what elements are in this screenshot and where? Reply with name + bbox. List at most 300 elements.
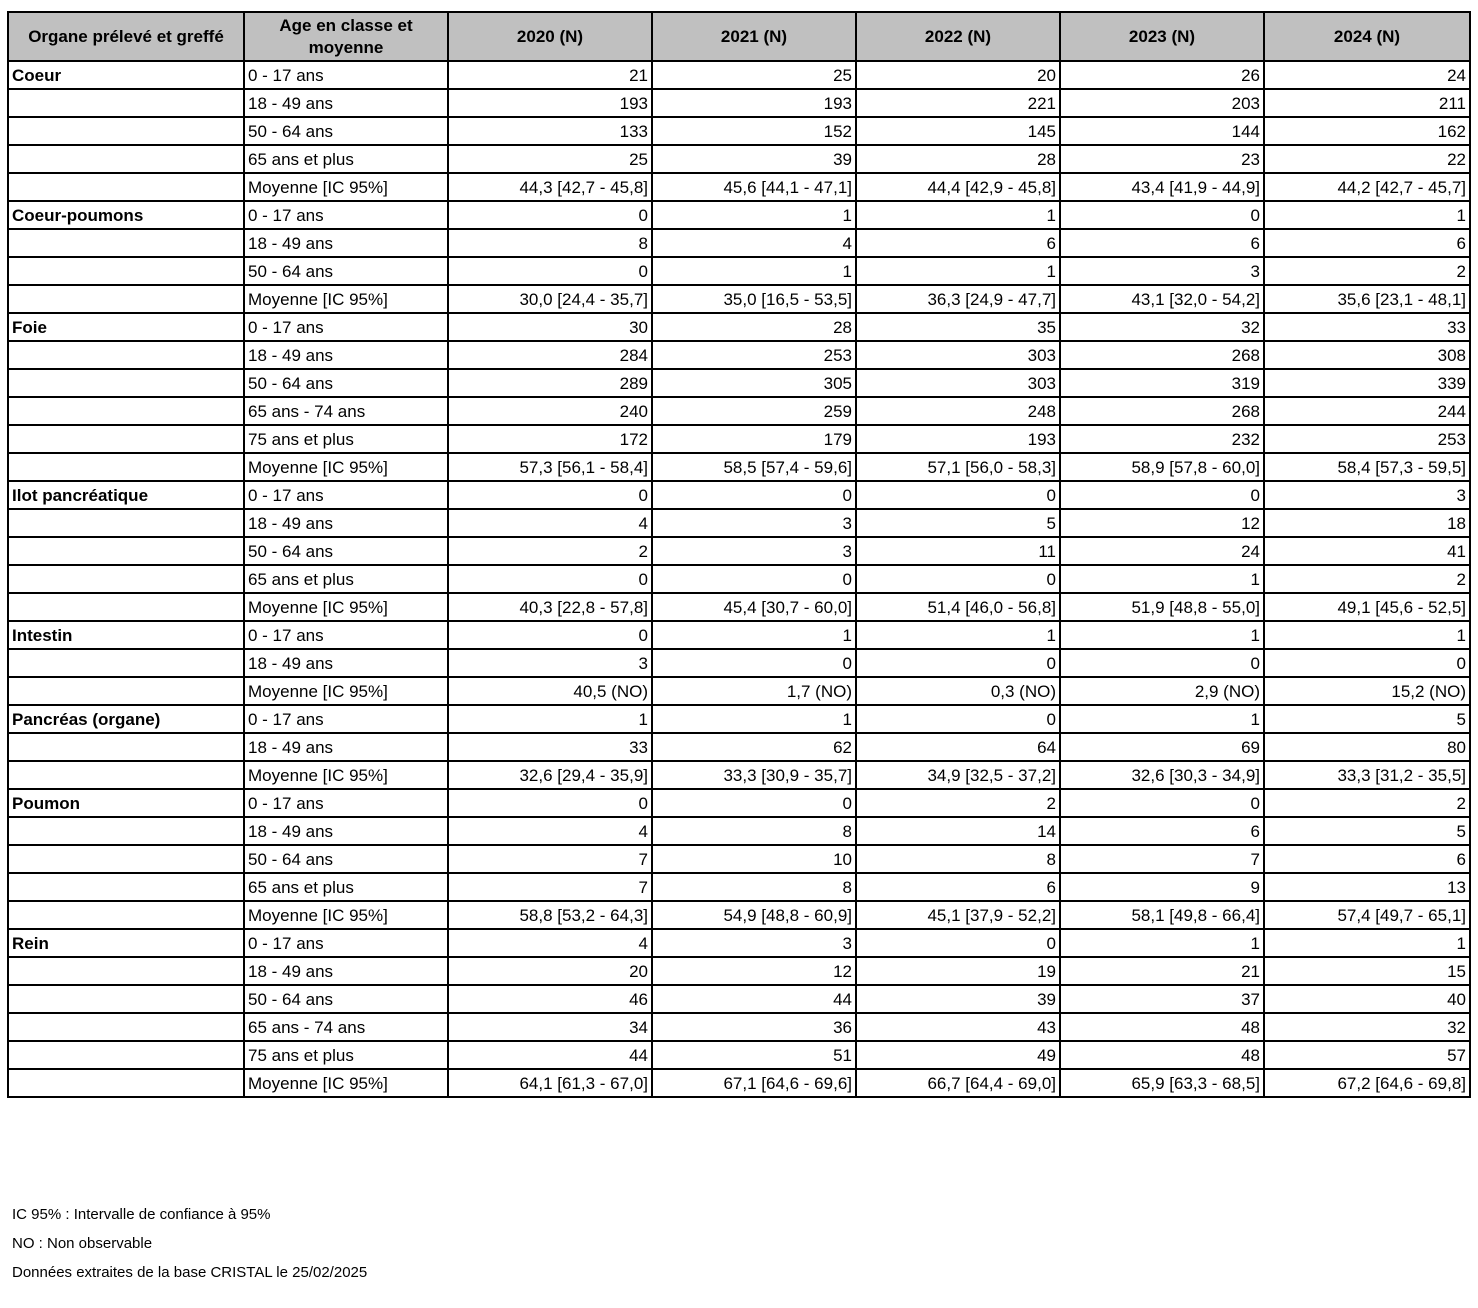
value-cell: 66,7 [64,4 - 69,0] [856,1069,1060,1097]
organ-cell [8,677,244,705]
value-cell: 3 [652,537,856,565]
value-cell: 6 [1060,229,1264,257]
value-cell: 26 [1060,61,1264,89]
value-cell: 6 [1264,845,1470,873]
value-cell: 172 [448,425,652,453]
value-cell: 133 [448,117,652,145]
value-cell: 1 [652,621,856,649]
value-cell: 34 [448,1013,652,1041]
organ-cell [8,89,244,117]
value-cell: 2 [1264,257,1470,285]
age-class-cell: 75 ans et plus [244,1041,448,1069]
value-cell: 32 [1060,313,1264,341]
age-class-cell: 50 - 64 ans [244,117,448,145]
value-cell: 0 [1060,481,1264,509]
header-organ: Organe prélevé et greffé [8,12,244,61]
table-row [8,621,1470,649]
value-cell: 1 [1060,705,1264,733]
value-cell: 0 [1060,201,1264,229]
value-cell: 67,2 [64,6 - 69,8] [1264,1069,1470,1097]
table-row [8,817,1470,845]
value-cell: 45,1 [37,9 - 52,2] [856,901,1060,929]
table-row [8,705,1470,733]
value-cell: 43,4 [41,9 - 44,9] [1060,173,1264,201]
value-cell: 0 [448,621,652,649]
value-cell: 30,0 [24,4 - 35,7] [448,285,652,313]
table-row [8,89,1470,117]
value-cell: 35,0 [16,5 - 53,5] [652,285,856,313]
age-class-cell: Moyenne [IC 95%] [244,453,448,481]
age-class-cell: 50 - 64 ans [244,537,448,565]
age-class-cell: 0 - 17 ans [244,313,448,341]
value-cell: 0 [856,705,1060,733]
value-cell: 0 [448,565,652,593]
age-class-cell: Moyenne [IC 95%] [244,901,448,929]
footnote-source: Données extraites de la base CRISTAL le 25/02/2025 [12,1264,368,1281]
value-cell: 33 [448,733,652,761]
value-cell: 32,6 [29,4 - 35,9] [448,761,652,789]
age-class-cell: 18 - 49 ans [244,957,448,985]
value-cell: 32,6 [30,3 - 34,9] [1060,761,1264,789]
age-class-cell: Moyenne [IC 95%] [244,285,448,313]
value-cell: 49,1 [45,6 - 52,5] [1264,593,1470,621]
value-cell: 2 [448,537,652,565]
age-class-cell: Moyenne [IC 95%] [244,761,448,789]
value-cell: 0 [448,201,652,229]
organ-cell [8,369,244,397]
value-cell: 2 [856,789,1060,817]
age-class-cell: 0 - 17 ans [244,201,448,229]
table-row [8,425,1470,453]
value-cell: 0 [1264,649,1470,677]
organ-cell: Rein [8,929,244,957]
value-cell: 44 [448,1041,652,1069]
age-class-cell: Moyenne [IC 95%] [244,173,448,201]
value-cell: 268 [1060,397,1264,425]
value-cell: 0 [448,481,652,509]
value-cell: 303 [856,341,1060,369]
value-cell: 80 [1264,733,1470,761]
value-cell: 8 [448,229,652,257]
table-row [8,145,1470,173]
value-cell: 6 [856,229,1060,257]
table-body [8,61,1470,1097]
table-row [8,509,1470,537]
value-cell: 51,4 [46,0 - 56,8] [856,593,1060,621]
value-cell: 2,9 (NO) [1060,677,1264,705]
table-row [8,229,1470,257]
value-cell: 13 [1264,873,1470,901]
organ-cell: Intestin [8,621,244,649]
organ-cell [8,257,244,285]
organ-cell [8,565,244,593]
table-row [8,201,1470,229]
table-row [8,873,1470,901]
value-cell: 44,2 [42,7 - 45,7] [1264,173,1470,201]
value-cell: 240 [448,397,652,425]
value-cell: 145 [856,117,1060,145]
value-cell: 6 [856,873,1060,901]
table-row [8,117,1470,145]
value-cell: 10 [652,845,856,873]
value-cell: 36 [652,1013,856,1041]
table-row [8,1013,1470,1041]
header-2024: 2024 (N) [1264,12,1470,61]
value-cell: 58,4 [57,3 - 59,5] [1264,453,1470,481]
value-cell: 0 [652,649,856,677]
value-cell: 20 [856,61,1060,89]
value-cell: 18 [1264,509,1470,537]
organ-cell: Coeur [8,61,244,89]
age-class-cell: 18 - 49 ans [244,341,448,369]
table-row [8,369,1470,397]
value-cell: 3 [1264,481,1470,509]
header-2020: 2020 (N) [448,12,652,61]
value-cell: 0 [1060,789,1264,817]
value-cell: 46 [448,985,652,1013]
age-class-cell: 65 ans et plus [244,565,448,593]
table-row [8,285,1470,313]
value-cell: 24 [1264,61,1470,89]
value-cell: 7 [448,845,652,873]
value-cell: 248 [856,397,1060,425]
value-cell: 5 [1264,817,1470,845]
table-row [8,257,1470,285]
age-class-cell: Moyenne [IC 95%] [244,1069,448,1097]
value-cell: 39 [652,145,856,173]
value-cell: 64,1 [61,3 - 67,0] [448,1069,652,1097]
age-class-cell: 65 ans - 74 ans [244,1013,448,1041]
organ-cell [8,985,244,1013]
value-cell: 303 [856,369,1060,397]
value-cell: 14 [856,817,1060,845]
table-row [8,537,1470,565]
value-cell: 253 [652,341,856,369]
value-cell: 179 [652,425,856,453]
value-cell: 12 [652,957,856,985]
organ-cell [8,1041,244,1069]
age-class-cell: 50 - 64 ans [244,985,448,1013]
table-row [8,957,1470,985]
table-row [8,733,1470,761]
value-cell: 45,4 [30,7 - 60,0] [652,593,856,621]
value-cell: 8 [652,873,856,901]
value-cell: 64 [856,733,1060,761]
table-row [8,565,1470,593]
value-cell: 193 [856,425,1060,453]
value-cell: 51 [652,1041,856,1069]
value-cell: 0 [856,481,1060,509]
value-cell: 0 [856,565,1060,593]
value-cell: 23 [1060,145,1264,173]
value-cell: 203 [1060,89,1264,117]
organ-cell [8,649,244,677]
value-cell: 25 [652,61,856,89]
value-cell: 11 [856,537,1060,565]
value-cell: 20 [448,957,652,985]
table-row [8,789,1470,817]
value-cell: 1 [652,257,856,285]
value-cell: 39 [856,985,1060,1013]
value-cell: 0 [448,789,652,817]
value-cell: 51,9 [48,8 - 55,0] [1060,593,1264,621]
age-class-cell: 18 - 49 ans [244,733,448,761]
value-cell: 4 [448,509,652,537]
value-cell: 3 [1060,257,1264,285]
value-cell: 1 [856,201,1060,229]
value-cell: 319 [1060,369,1264,397]
value-cell: 65,9 [63,3 - 68,5] [1060,1069,1264,1097]
age-class-cell: 0 - 17 ans [244,789,448,817]
value-cell: 1,7 (NO) [652,677,856,705]
header-age: Age en classe et moyenne [244,12,448,61]
value-cell: 19 [856,957,1060,985]
footnote-ic: IC 95% : Intervalle de confiance à 95% [12,1206,271,1223]
value-cell: 1 [1264,929,1470,957]
value-cell: 0 [856,929,1060,957]
value-cell: 44 [652,985,856,1013]
value-cell: 1 [856,621,1060,649]
value-cell: 32 [1264,1013,1470,1041]
organ-cell [8,593,244,621]
organ-cell: Poumon [8,789,244,817]
value-cell: 221 [856,89,1060,117]
organ-cell [8,873,244,901]
value-cell: 35,6 [23,1 - 48,1] [1264,285,1470,313]
organ-cell [8,229,244,257]
value-cell: 289 [448,369,652,397]
age-class-cell: 18 - 49 ans [244,509,448,537]
value-cell: 1 [1264,201,1470,229]
value-cell: 1 [1060,929,1264,957]
value-cell: 305 [652,369,856,397]
value-cell: 45,6 [44,1 - 47,1] [652,173,856,201]
value-cell: 40,5 (NO) [448,677,652,705]
value-cell: 7 [1060,845,1264,873]
value-cell: 253 [1264,425,1470,453]
table-row [8,313,1470,341]
age-class-cell: 0 - 17 ans [244,929,448,957]
table-row [8,929,1470,957]
header-2022: 2022 (N) [856,12,1060,61]
organ-cell [8,145,244,173]
organ-cell: Pancréas (organe) [8,705,244,733]
table-row [8,481,1470,509]
organ-cell: Coeur-poumons [8,201,244,229]
value-cell: 33,3 [31,2 - 35,5] [1264,761,1470,789]
table-row [8,341,1470,369]
table-row [8,1041,1470,1069]
table-row [8,901,1470,929]
organ-cell [8,425,244,453]
value-cell: 12 [1060,509,1264,537]
value-cell: 7 [448,873,652,901]
organ-cell [8,957,244,985]
value-cell: 43,1 [32,0 - 54,2] [1060,285,1264,313]
value-cell: 1 [1060,565,1264,593]
organ-cell [8,1069,244,1097]
value-cell: 58,5 [57,4 - 59,6] [652,453,856,481]
organ-cell [8,817,244,845]
value-cell: 1 [448,705,652,733]
organ-cell [8,453,244,481]
age-class-cell: 50 - 64 ans [244,845,448,873]
value-cell: 67,1 [64,6 - 69,6] [652,1069,856,1097]
organ-cell [8,733,244,761]
value-cell: 48 [1060,1041,1264,1069]
value-cell: 30 [448,313,652,341]
organ-cell [8,537,244,565]
value-cell: 0 [652,789,856,817]
value-cell: 152 [652,117,856,145]
table-row [8,61,1470,89]
value-cell: 0 [652,481,856,509]
value-cell: 40 [1264,985,1470,1013]
value-cell: 268 [1060,341,1264,369]
value-cell: 0,3 (NO) [856,677,1060,705]
organ-transplant-table [7,11,1471,1098]
age-class-cell: 75 ans et plus [244,425,448,453]
value-cell: 339 [1264,369,1470,397]
value-cell: 43 [856,1013,1060,1041]
table-row [8,453,1470,481]
value-cell: 308 [1264,341,1470,369]
value-cell: 34,9 [32,5 - 37,2] [856,761,1060,789]
age-class-cell: Moyenne [IC 95%] [244,677,448,705]
value-cell: 35 [856,313,1060,341]
value-cell: 21 [448,61,652,89]
value-cell: 259 [652,397,856,425]
value-cell: 58,8 [53,2 - 64,3] [448,901,652,929]
value-cell: 3 [448,649,652,677]
age-class-cell: 18 - 49 ans [244,229,448,257]
value-cell: 0 [652,565,856,593]
value-cell: 54,9 [48,8 - 60,9] [652,901,856,929]
value-cell: 6 [1060,817,1264,845]
organ-cell [8,1013,244,1041]
age-class-cell: 65 ans et plus [244,145,448,173]
header-row [8,12,1470,61]
value-cell: 162 [1264,117,1470,145]
organ-cell [8,117,244,145]
value-cell: 41 [1264,537,1470,565]
organ-cell [8,397,244,425]
value-cell: 2 [1264,565,1470,593]
value-cell: 4 [448,817,652,845]
value-cell: 193 [448,89,652,117]
age-class-cell: 0 - 17 ans [244,705,448,733]
age-class-cell: 50 - 64 ans [244,369,448,397]
value-cell: 48 [1060,1013,1264,1041]
value-cell: 40,3 [22,8 - 57,8] [448,593,652,621]
value-cell: 57,1 [56,0 - 58,3] [856,453,1060,481]
value-cell: 0 [448,257,652,285]
value-cell: 33,3 [30,9 - 35,7] [652,761,856,789]
value-cell: 28 [856,145,1060,173]
value-cell: 33 [1264,313,1470,341]
header-2023: 2023 (N) [1060,12,1264,61]
value-cell: 57 [1264,1041,1470,1069]
value-cell: 21 [1060,957,1264,985]
age-class-cell: Moyenne [IC 95%] [244,593,448,621]
organ-cell: Ilot pancréatique [8,481,244,509]
table-row [8,985,1470,1013]
value-cell: 1 [856,257,1060,285]
value-cell: 284 [448,341,652,369]
value-cell: 36,3 [24,9 - 47,7] [856,285,1060,313]
value-cell: 24 [1060,537,1264,565]
value-cell: 232 [1060,425,1264,453]
value-cell: 57,4 [49,7 - 65,1] [1264,901,1470,929]
value-cell: 37 [1060,985,1264,1013]
value-cell: 0 [1060,649,1264,677]
value-cell: 6 [1264,229,1470,257]
value-cell: 193 [652,89,856,117]
value-cell: 1 [652,201,856,229]
header-2021: 2021 (N) [652,12,856,61]
value-cell: 9 [1060,873,1264,901]
table-row [8,761,1470,789]
table-row [8,845,1470,873]
value-cell: 15,2 (NO) [1264,677,1470,705]
table-row [8,649,1470,677]
value-cell: 69 [1060,733,1264,761]
value-cell: 1 [1264,621,1470,649]
organ-cell [8,761,244,789]
value-cell: 44,4 [42,9 - 45,8] [856,173,1060,201]
value-cell: 44,3 [42,7 - 45,8] [448,173,652,201]
value-cell: 49 [856,1041,1060,1069]
age-class-cell: 50 - 64 ans [244,257,448,285]
value-cell: 1 [1060,621,1264,649]
value-cell: 2 [1264,789,1470,817]
table-row [8,1069,1470,1097]
age-class-cell: 65 ans - 74 ans [244,397,448,425]
age-class-cell: 18 - 49 ans [244,89,448,117]
value-cell: 57,3 [56,1 - 58,4] [448,453,652,481]
footnotes [12,1200,367,1287]
table-row [8,677,1470,705]
age-class-cell: 0 - 17 ans [244,621,448,649]
organ-cell [8,509,244,537]
value-cell: 4 [448,929,652,957]
value-cell: 22 [1264,145,1470,173]
value-cell: 28 [652,313,856,341]
value-cell: 58,9 [57,8 - 60,0] [1060,453,1264,481]
organ-cell [8,901,244,929]
age-class-cell: 18 - 49 ans [244,817,448,845]
organ-cell [8,285,244,313]
value-cell: 5 [1264,705,1470,733]
value-cell: 3 [652,929,856,957]
value-cell: 4 [652,229,856,257]
age-class-cell: 0 - 17 ans [244,481,448,509]
value-cell: 62 [652,733,856,761]
value-cell: 0 [856,649,1060,677]
organ-cell [8,845,244,873]
value-cell: 58,1 [49,8 - 66,4] [1060,901,1264,929]
value-cell: 1 [652,705,856,733]
age-class-cell: 0 - 17 ans [244,61,448,89]
value-cell: 3 [652,509,856,537]
value-cell: 211 [1264,89,1470,117]
organ-cell [8,173,244,201]
value-cell: 144 [1060,117,1264,145]
organ-cell [8,341,244,369]
value-cell: 8 [652,817,856,845]
organ-cell: Foie [8,313,244,341]
table-row [8,593,1470,621]
